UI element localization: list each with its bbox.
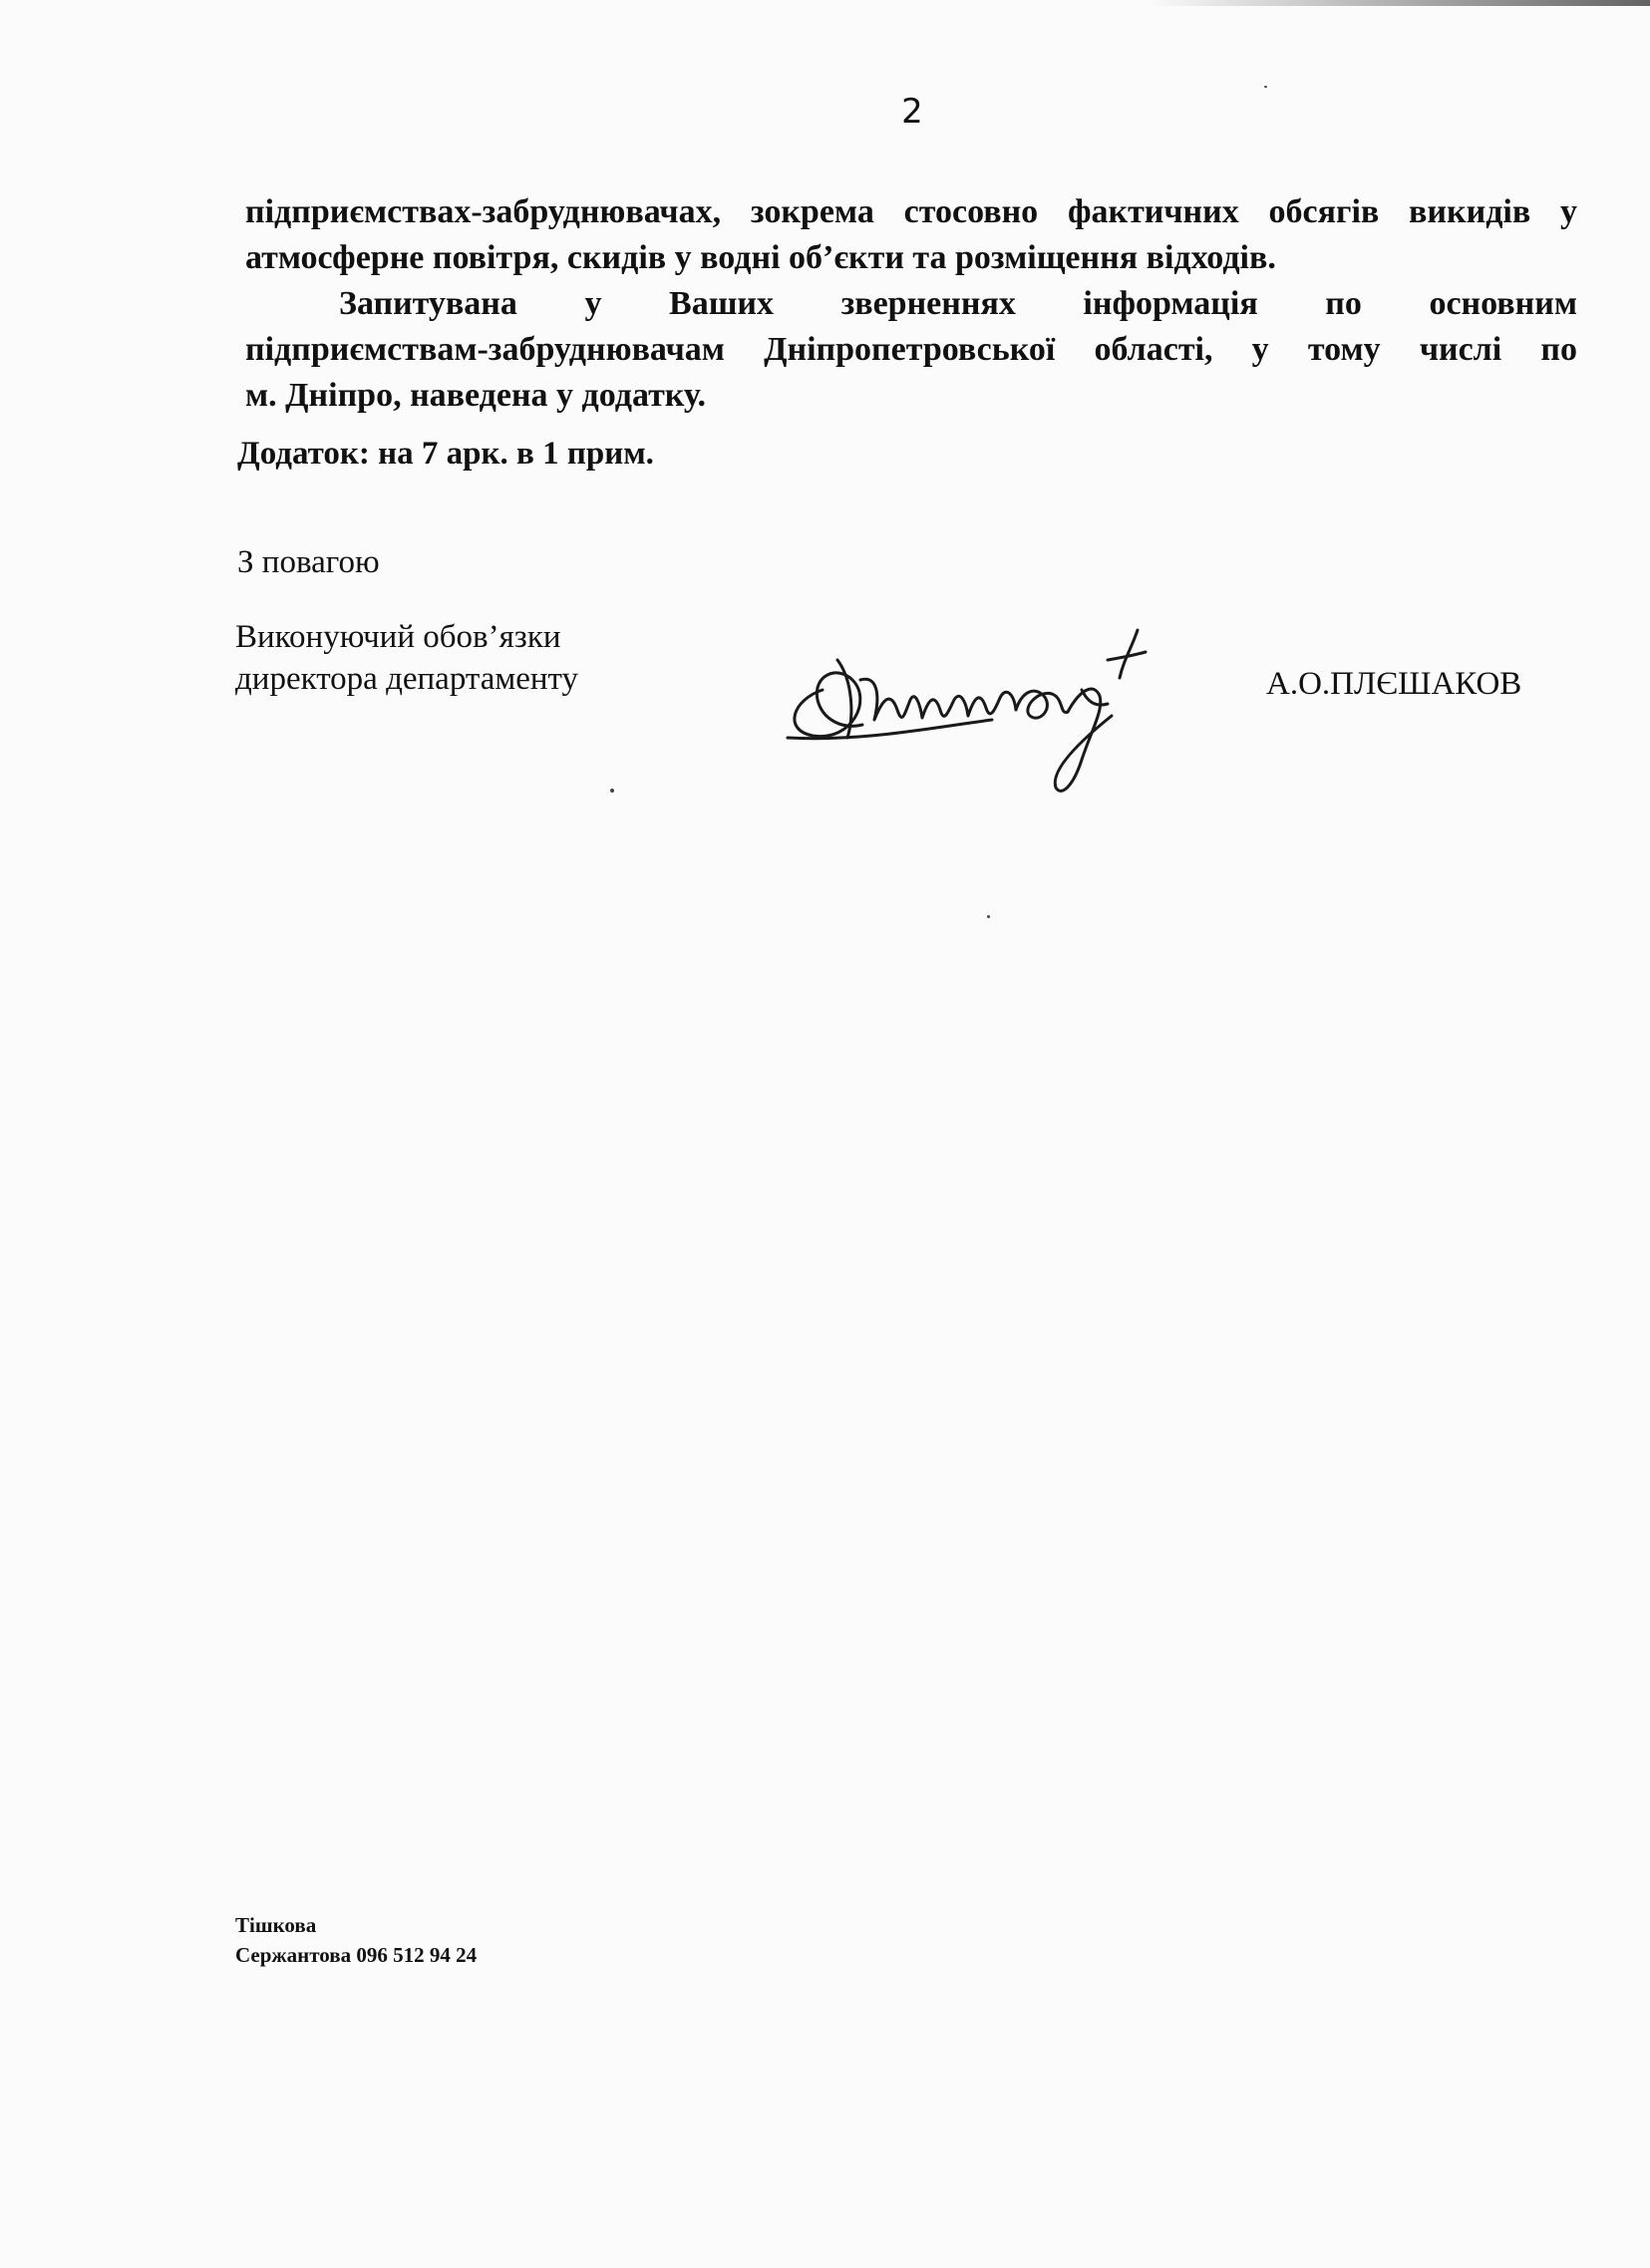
paragraph-line: атмосферне повітря, скидів у водні об’єкти та розміщення відходів. — [245, 239, 1276, 276]
handwritten-signature-icon — [783, 620, 1241, 800]
executor-line: Сержантова 096 512 94 24 — [235, 1943, 478, 1967]
signatory-position — [235, 616, 578, 700]
scan-edge-shadow — [1147, 0, 1650, 6]
paragraph-line: Запитувана у Ваших зверненнях інформація по основним — [339, 285, 1577, 322]
signatory-position-line: Виконуючий обов’язки — [235, 619, 561, 655]
scan-speck — [610, 789, 614, 793]
executor-line: Тішкова — [235, 1913, 317, 1937]
signatory-name: А.О.ПЛЄШАКОВ — [1266, 666, 1522, 702]
executors-contact — [235, 1910, 477, 1970]
scan-speck — [987, 915, 990, 918]
paragraph-pollutant-volumes — [245, 189, 1577, 281]
signatory-position-line: директора департаменту — [235, 661, 579, 697]
paragraph-line: підприємствам-забруднювачам Дніпропетровської області, у тому числі по — [245, 331, 1577, 368]
scan-speck — [1264, 86, 1267, 88]
page-number: 2 — [901, 92, 923, 132]
paragraph-line: підприємствах-забруднювачах, зокрема стосовно фактичних обсягів викидів у — [245, 193, 1577, 230]
paragraph-requested-information — [245, 281, 1577, 419]
attachment-note: Додаток: на 7 арк. в 1 прим. — [237, 436, 654, 472]
closing-greeting: З повагою — [237, 544, 380, 580]
paragraph-line: м. Дніпро, наведена у додатку. — [245, 377, 707, 414]
